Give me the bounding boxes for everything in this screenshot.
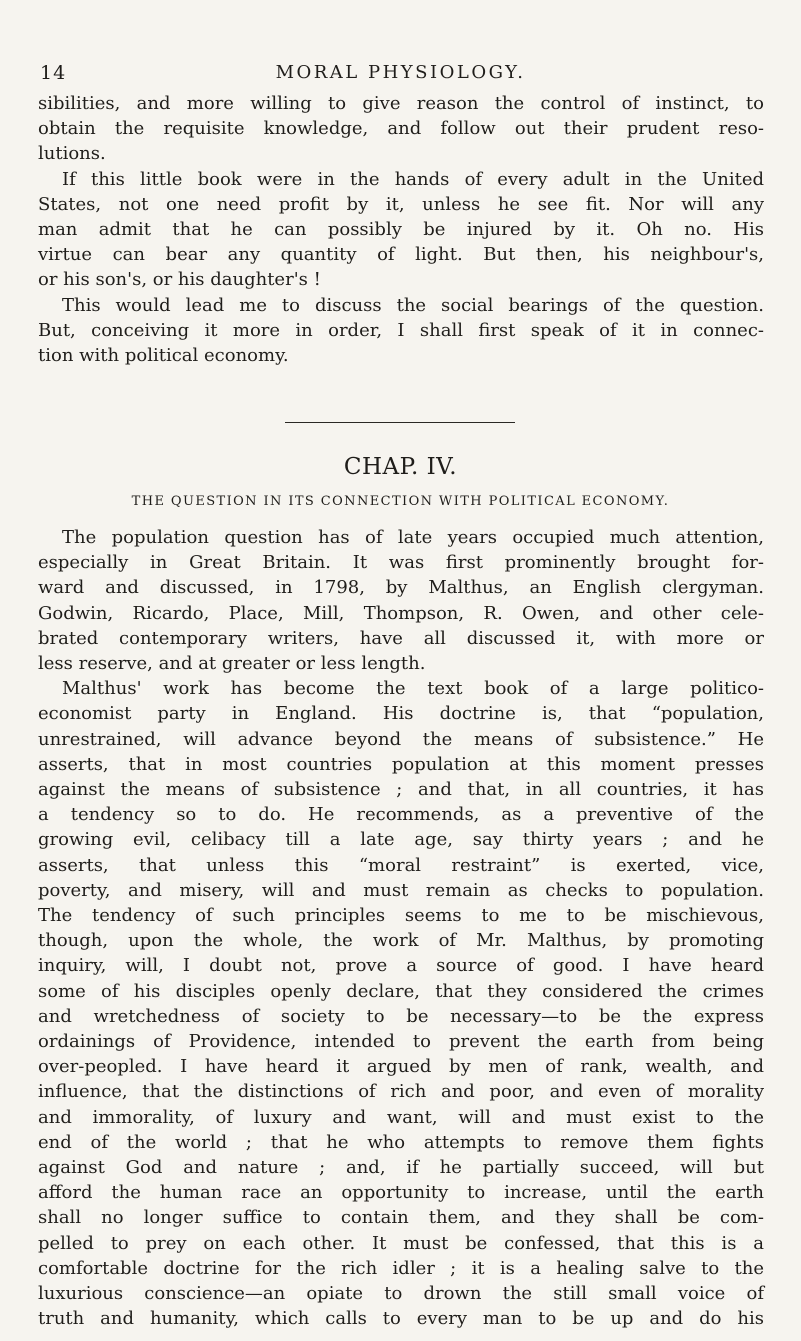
text-line: If this little book were in the hands of every adult in the United xyxy=(62,168,764,190)
text-line: But, conceiving it more in order, I shall first speak of it in connec- xyxy=(38,319,764,341)
text-line: unrestrained, will advance beyond the means of subsistence.” He xyxy=(38,728,764,750)
text-line: growing evil, celibacy till a late age, say thirty years ; and he xyxy=(38,829,764,851)
text-line: and wretchedness of society to be necessary—to be the express xyxy=(38,1005,764,1027)
section-divider-rule xyxy=(285,422,515,423)
text-line: obtain the requisite knowledge, and follow out their prudent reso- xyxy=(38,118,764,140)
chapter-heading: CHAP. IV. xyxy=(343,454,458,480)
text-line: sibilities, and more willing to give reason the control of instinct, to xyxy=(38,93,764,114)
text-line: economist party in England. His doctrine is, that “population, xyxy=(38,703,764,725)
text-line: inquiry, will, I doubt not, prove a source of good. I have heard xyxy=(38,955,764,977)
text-line: end of the world ; that he who attempts to remove them fights xyxy=(38,1131,764,1153)
running-header xyxy=(40,62,761,86)
page-number: 14 xyxy=(40,62,67,84)
text-line: less reserve, and at greater or less length. xyxy=(38,653,426,675)
text-line: luxurious conscience—an opiate to drown the still small voice of xyxy=(38,1283,764,1305)
text-line: truth and humanity, which calls to every man to be up and do his xyxy=(38,1308,764,1330)
running-title: MORAL PHYSIOLOGY. xyxy=(275,62,526,83)
text-line: or his son's, or his daughter's ! xyxy=(38,269,321,291)
text-line: asserts, that in most countries population at this moment presses xyxy=(38,753,764,775)
text-line: comfortable doctrine for the rich idler ; it is a healing salve to the xyxy=(38,1257,764,1279)
text-line: brated contemporary writers, have all discussed it, with more or xyxy=(38,627,764,649)
text-line: especially in Great Britain. It was first prominently brought for- xyxy=(38,552,764,574)
text-line: asserts, that unless this “moral restraint” is exerted, vice, xyxy=(38,854,764,876)
text-line: Malthus' work has become the text book of a large politico- xyxy=(62,678,764,700)
chapter-text xyxy=(38,525,764,1332)
text-line: over-peopled. I have heard it argued by men of rank, wealth, and xyxy=(38,1056,764,1078)
text-line: tion with political economy. xyxy=(38,345,289,367)
text-line: The population question has of late years occupied much attention, xyxy=(62,527,764,548)
text-line: some of his disciples openly declare, that they considered the crimes xyxy=(38,980,764,1002)
text-line: poverty, and misery, will and must remain as checks to population. xyxy=(38,879,764,901)
text-line: afford the human race an opportunity to increase, until the earth xyxy=(38,1182,764,1204)
text-line: pelled to prey on each other. It must be confessed, that this is a xyxy=(38,1232,764,1254)
continued-text xyxy=(38,91,764,368)
text-line: virtue can bear any quantity of light. But then, his neighbour's, xyxy=(38,244,764,266)
text-line: influence, that the distinctions of rich and poor, and even of morality xyxy=(38,1081,764,1103)
text-line: shall no longer suffice to contain them, and they shall be com- xyxy=(38,1207,764,1229)
text-line: ward and discussed, in 1798, by Malthus, an English clergyman. xyxy=(38,577,764,599)
text-line: against God and nature ; and, if he partially succeed, will but xyxy=(38,1157,764,1179)
text-line: Godwin, Ricardo, Place, Mill, Thompson, R. Owen, and other cele- xyxy=(38,602,764,624)
text-line: a tendency so to do. He recommends, as a preventive of the xyxy=(38,804,764,826)
text-line: States, not one need profit by it, unless he see fit. Nor will any xyxy=(38,193,764,215)
text-line: lutions. xyxy=(38,143,106,165)
text-line: The tendency of such principles seems to me to be mischievous, xyxy=(38,905,764,927)
text-line: ordainings of Providence, intended to prevent the earth from being xyxy=(38,1031,764,1053)
text-line: against the means of subsistence ; and that, in all countries, it has xyxy=(38,779,764,801)
text-line: and immorality, of luxury and want, will and must exist to the xyxy=(38,1106,764,1128)
text-line: man admit that he can possibly be injured by it. Oh no. His xyxy=(38,219,764,241)
chapter-subtitle: THE QUESTION IN ITS CONNECTION WITH POLITICAL ECONOMY. xyxy=(131,494,670,509)
text-line: though, upon the whole, the work of Mr. Malthus, by promoting xyxy=(38,930,764,952)
text-line: This would lead me to discuss the social bearings of the question. xyxy=(62,294,764,316)
